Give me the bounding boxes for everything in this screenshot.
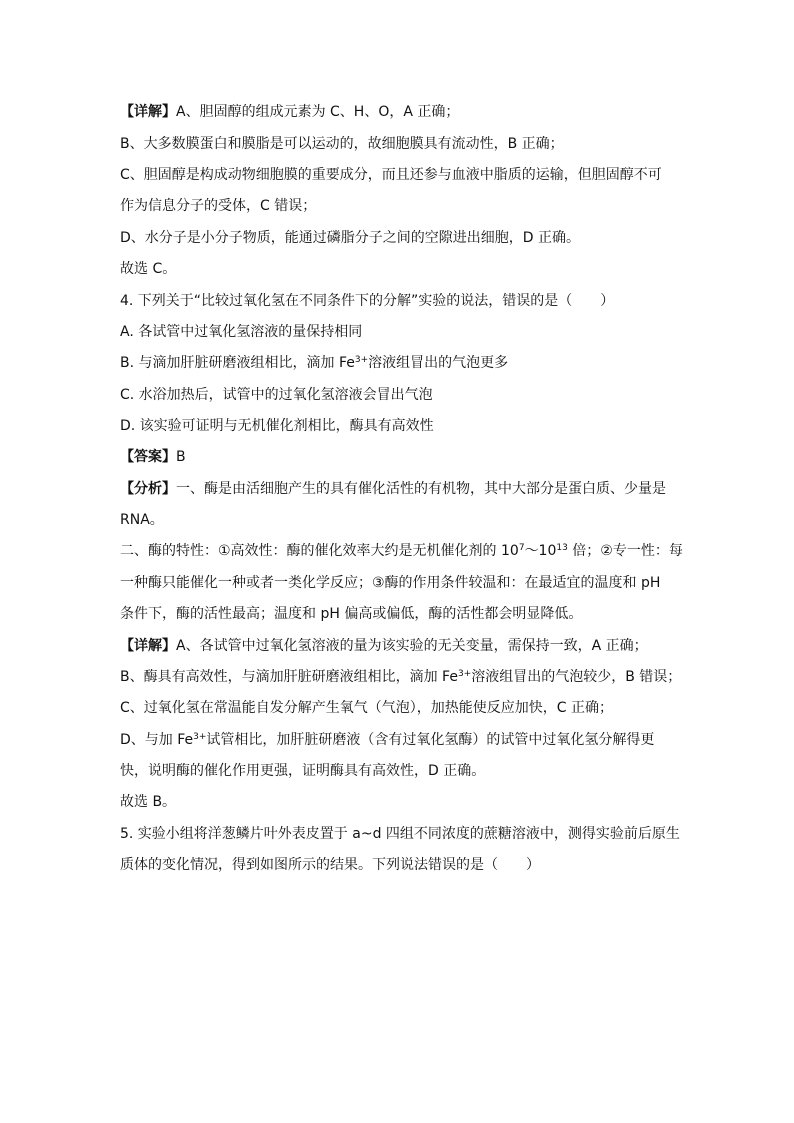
question-4-option-d: D. 该实验可证明与无机催化剂相比，酶具有高效性 [120,418,434,434]
answer-line: 【答案】B [120,449,186,465]
question-5-stem-line-2: 质体的变化情况，得到如图所示的结果。下列说法错误的是（ ） [120,857,540,873]
analysis-line-2: RNA。 [120,512,164,528]
detail-2-line-5: 快，说明酶的催化作用更强，证明酶具有高效性，D 正确。 [120,763,486,779]
analysis-line-3: 二、酶的特性：①高效性：酶的催化效率大约是无机催化剂的 $10^7\sim 10^{13}$ 倍；②专一性：每 [120,543,683,559]
analysis-line-4: 一种酶只能催化一种或者一类化学反应；③酶的作用条件较温和：在最适宜的温度和 pH [120,575,661,591]
analysis-line-1: 【分析】一、酶是由活细胞产生的具有催化活性的有机物，其中大部分是蛋白质、少量是 [120,481,666,497]
question-4-stem: 4. 下列关于“比较过氧化氢在不同条件下的分解”实验的说法，错误的是（ ） [120,293,615,309]
detail-line-4: 作为信息分子的受体，C 错误； [120,198,317,214]
label-answer: 【答案】 [120,449,176,465]
detail-2-line-1: 【详解】A、各试管中过氧化氢溶液的量为该实验的无关变量，需保持一致，A 正确； [120,638,648,654]
detail-line-5: D、水分子是小分子物质，能通过磷脂分子之间的空隙进出细胞，D 正确。 [120,230,581,246]
answer-choice-line-2: 故选 B。 [120,794,177,810]
label-analysis: 【分析】 [120,481,176,497]
answer-choice-line: 故选 C。 [120,261,177,277]
question-5-stem-line-1: 5. 实验小组将洋葱鳞片叶外表皮置于 a~d 四组不同浓度的蔗糖溶液中，测得实验前后原生 [120,826,680,842]
detail-2-line-2: B、酶具有高效性，与滴加肝脏研磨液组相比，滴加 $Fe^{3+}$溶液组冒出的气泡较少，B 错误； [120,669,682,685]
question-4-option-b: B. 与滴加肝脏研磨液组相比，滴加 $Fe^{3+}$溶液组冒出的气泡更多 [120,355,509,371]
detail-line-3: C、胆固醇是构成动物细胞膜的重要成分，而且还参与血液中脂质的运输，但胆固醇不可 [120,167,662,183]
question-4-option-c: C. 水浴加热后，试管中的过氧化氢溶液会冒出气泡 [120,387,433,403]
label-detail: 【详解】 [120,104,176,120]
detail-line-1: 【详解】A、胆固醇的组成元素为 C、H、O，A 正确； [120,104,460,120]
label-detail-2: 【详解】 [120,638,176,654]
detail-2-line-3: C、过氧化氢在常温能自发分解产生氧气（气泡），加热能使反应加快，C 正确； [120,700,613,716]
analysis-line-5: 条件下，酶的活性最高；温度和 pH 偏高或偏低，酶的活性都会明显降低。 [120,606,583,622]
detail-2-line-4: D、与加 $Fe^{3+}$试管相比，加肝脏研磨液（含有过氧化氢酶）的试管中过氧化氢分解得更 [120,732,655,748]
detail-line-2: B、大多数膜蛋白和膜脂是可以运动的，故细胞膜具有流动性，B 正确； [120,136,564,152]
question-4-option-a: A. 各试管中过氧化氢溶液的量保持相同 [120,324,363,340]
